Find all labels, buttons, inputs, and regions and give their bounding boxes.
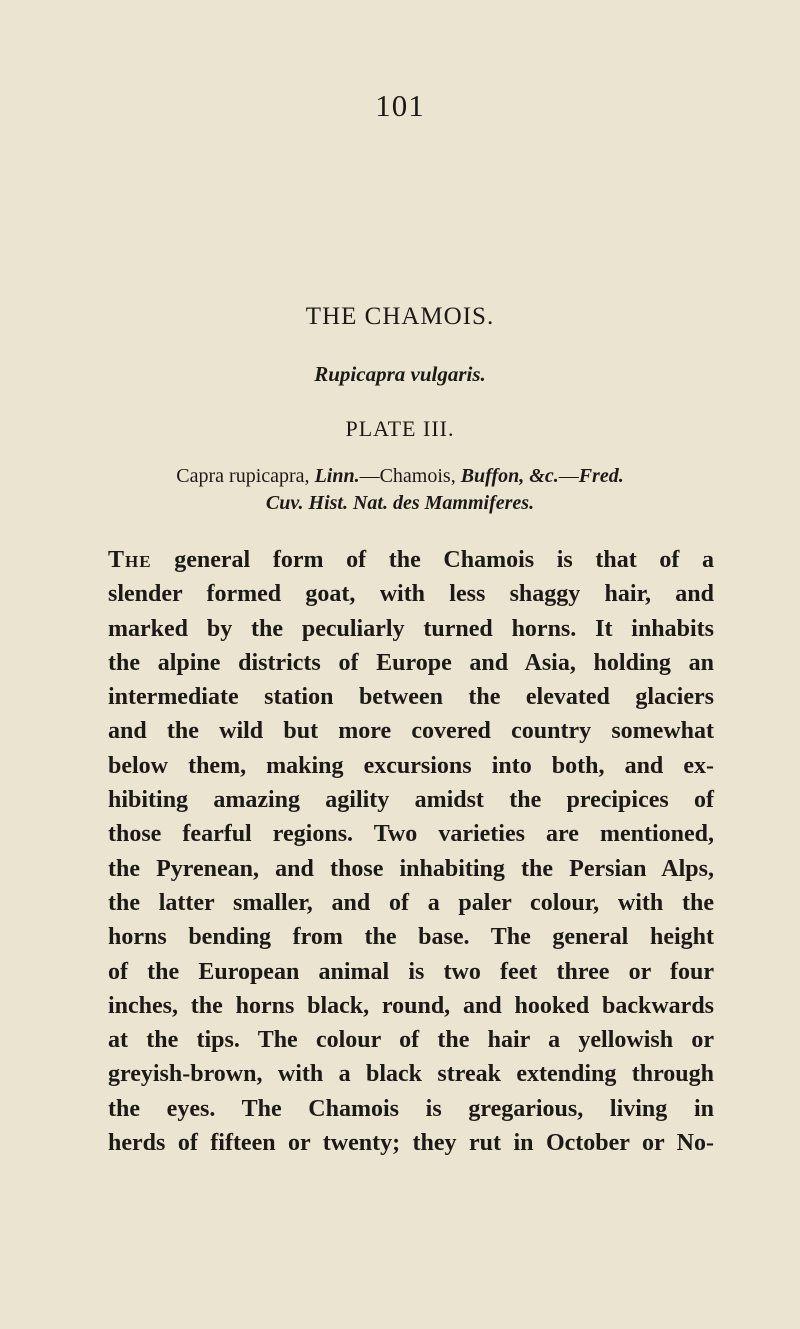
body-line: below them, making excursions into both, and ex- xyxy=(108,752,714,779)
body-line: intermediate station between the elevated glaciers xyxy=(108,684,714,711)
body-line-text: general form of the Chamois is that of a xyxy=(151,547,714,573)
body-line: the alpine districts of Europe and Asia, holding an xyxy=(108,649,714,676)
body-line: horns bending from the base. The general height xyxy=(108,924,714,951)
page-number: 101 xyxy=(375,88,425,123)
scientific-name: Rupicapra vulgaris. xyxy=(314,362,486,386)
body-line: marked by the peculiarly turned horns. It inhabits xyxy=(108,615,714,642)
synonymy-part: Capra rupicapra, xyxy=(176,465,315,487)
body-line: hibiting amazing agility amidst the precipices of xyxy=(108,787,714,814)
body-paragraph xyxy=(108,543,714,1160)
synonymy-author: Linn. xyxy=(314,465,360,487)
body-line: and the wild but more covered country somewhat xyxy=(108,718,714,745)
body-line: those fearful regions. Two varieties are mentioned, xyxy=(108,821,714,848)
body-line xyxy=(108,543,714,577)
body-line: inches, the horns black, round, and hooked backwards xyxy=(108,992,714,1019)
body-line: slender formed goat, with less shaggy hair, and xyxy=(108,581,714,608)
body-line: greyish-brown, with a black streak extending through xyxy=(108,1061,714,1088)
synonymy-line-1 xyxy=(40,463,760,490)
synonymy-part: —Chamois, xyxy=(359,465,461,487)
body-line: the latter smaller, and of a paler colour, with the xyxy=(108,889,714,916)
body-line: the Pyrenean, and those inhabiting the Persian Alps, xyxy=(108,855,714,882)
body-line: herds of fifteen or twenty; they rut in October or No- xyxy=(108,1130,714,1157)
body-line: of the European animal is two feet three or four xyxy=(108,958,714,985)
synonymy-part: — xyxy=(558,465,579,487)
body-line: at the tips. The colour of the hair a yellowish or xyxy=(108,1027,714,1054)
synonymy xyxy=(40,463,760,517)
first-word: The xyxy=(108,547,152,573)
synonymy-author: Buffon, &c. xyxy=(460,465,559,487)
plate-label: PLATE III. xyxy=(345,416,455,441)
body-line: the eyes. The Chamois is gregarious, living in xyxy=(108,1095,714,1122)
synonymy-author: Fred. xyxy=(578,465,624,487)
chapter-title: THE CHAMOIS. xyxy=(305,303,495,330)
synonymy-line-2: Cuv. Hist. Nat. des Mammiferes. xyxy=(265,492,535,514)
